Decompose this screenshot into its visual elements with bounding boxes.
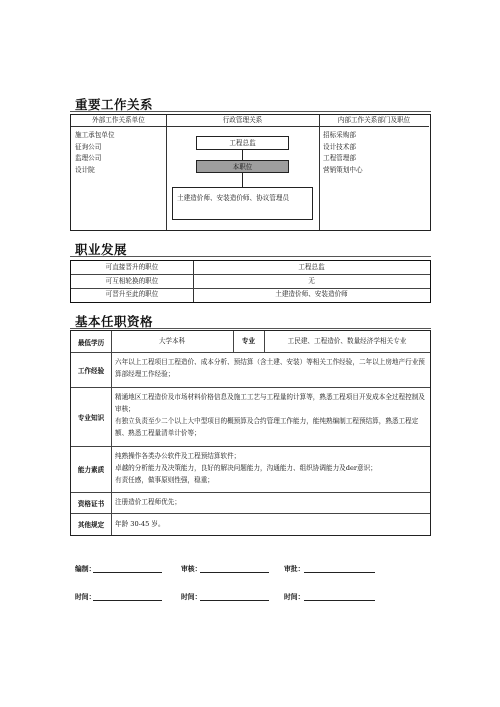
experience-row [71,352,430,388]
career-value: 工程总监 [298,263,325,271]
approved-date-line[interactable] [304,600,375,601]
other-row [71,513,430,535]
reviewed-by-line[interactable] [200,572,269,573]
admin-header: 行政管理关系 [166,115,319,127]
qualification-title-rule [70,328,431,329]
career-title-rule [70,256,431,257]
career-label: 可直接晋升的职位 [105,263,159,271]
external-list [75,130,115,176]
connector-line [242,150,243,160]
knowledge-row [71,387,430,447]
education-label: 最低学历 [71,331,112,352]
knowledge-line: 有独立负责至少二个以上大中型项目的概预算及合约管理工作能力，能纯熟编制工程预结算，熟悉工程定额、熟悉工程量清单计价等； [115,417,419,437]
prepared-date-label: 时间： [75,593,96,601]
reviewed-date-line[interactable] [200,600,269,601]
self-position-box: 本职位 [196,160,289,173]
external-item: 设计院 [75,165,95,174]
prepared-by-line[interactable] [93,572,162,573]
other-value: 年龄 30-45 岁。 [115,520,165,528]
approved-date-label: 时间： [284,593,305,601]
ability-line: 卓越的分析能力及决策能力，良好的解决问题能力，沟通能力、组织协调能力及der意识； [115,464,377,472]
ability-value [115,450,426,486]
career-row [71,275,430,288]
external-item: 征询公司 [75,142,102,151]
superior-box: 工程总监 [196,136,289,150]
certificate-row [71,492,430,514]
subordinates-box: 土建造价师、安装造价师、协议管理员 [172,187,313,220]
external-header: 外部工作关系单位 [71,115,166,127]
prepared-date-line[interactable] [93,600,162,601]
external-column [71,115,166,230]
relations-table [70,114,431,231]
internal-item: 招标采购部 [323,131,356,139]
other-label: 其他规定 [71,513,112,535]
ability-line: 有责任感，做事原则性强，稳重； [115,476,214,484]
career-row [71,261,430,274]
reviewed-date-label: 时间： [181,593,202,601]
major-label: 专业 [241,337,256,345]
connector-line [242,173,243,187]
knowledge-line: 精通地区工程造价及市场材料价格信息及施工工艺与工程量的计算等，熟悉工程项目开发成本全过程控制及审核； [115,393,425,413]
qualification-table [70,330,431,536]
career-label: 可晋升至此的职位 [105,290,159,299]
career-value: 无 [308,276,315,285]
approved-by-label: 审批： [284,565,305,573]
internal-item: 设计技术部 [323,142,356,151]
internal-item: 工程管理部 [323,154,356,162]
experience-value: 六年以上工程项目工程造价、成本分析、预结算（含土建、安装）等相关工作经验，二年以上房地产行业预算部经理工作经验； [115,358,425,378]
ability-label: 能力素质 [71,446,112,492]
career-label: 可互相轮换的职位 [105,276,159,285]
internal-item: 营销策划中心 [323,165,363,174]
reviewed-by-label: 审核： [181,565,202,573]
approved-by-line[interactable] [304,572,375,573]
major-value: 工民建、工程造价、数量经济学相关专业 [287,337,407,345]
relations-title: 重要工作关系 [75,97,154,112]
career-table [70,260,431,303]
external-item: 施工承包单位 [75,131,115,139]
certificate-label: 资格证书 [71,492,112,513]
career-row [71,288,430,301]
career-value: 土建造价师、安装造价师 [275,290,348,299]
ability-line: 纯熟操作各类办公软件及工程预结算软件； [115,452,241,460]
prepared-by-label: 编制： [75,565,96,573]
qualification-title: 基本任职资格 [75,314,154,329]
admin-column [166,115,319,230]
relations-title-rule [70,111,431,112]
ability-row [71,446,430,493]
certificate-value: 注册造价工程师优先； [115,498,181,506]
knowledge-value [115,391,426,439]
external-item: 监理公司 [75,154,102,162]
career-title: 职业发展 [75,242,128,257]
education-row [71,331,430,353]
internal-column [319,115,429,230]
experience-label: 工作经验 [71,352,112,387]
knowledge-label: 专业知识 [71,387,112,446]
internal-header: 内部工作关系部门及职位 [319,115,429,127]
internal-list [323,130,363,176]
education-value: 大学本科 [158,337,186,345]
